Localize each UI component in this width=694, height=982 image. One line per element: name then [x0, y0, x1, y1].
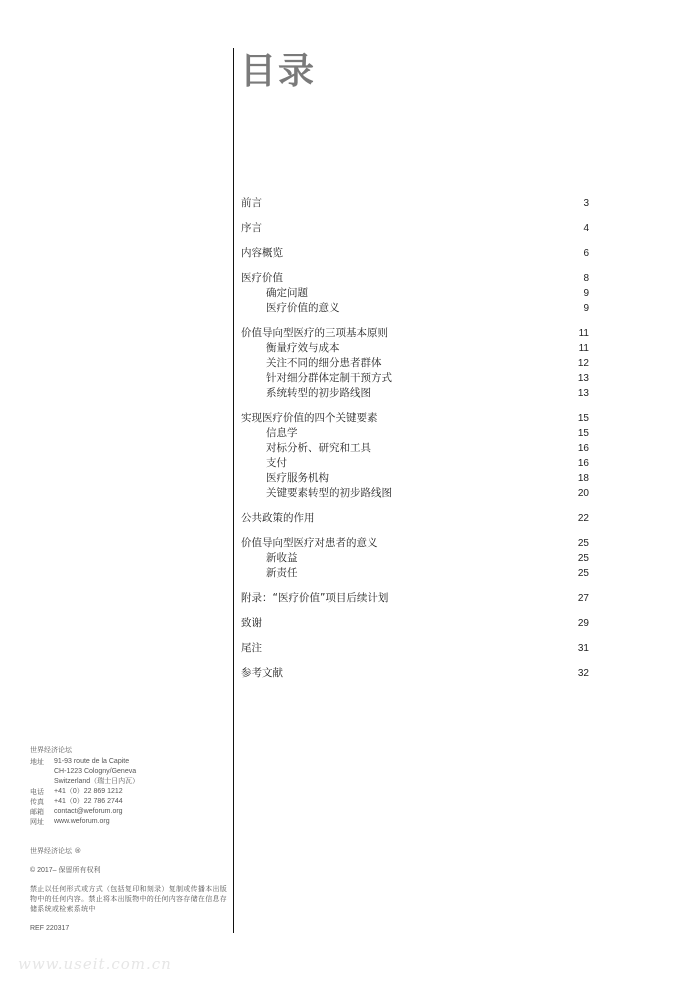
toc-group [241, 411, 589, 501]
toc-page-number: 20 [577, 488, 589, 499]
toc-entry-label: 新收益 [266, 552, 298, 564]
toc-subentry[interactable] [241, 471, 589, 486]
toc-entry-label: 信息学 [266, 427, 298, 439]
contact-block [30, 757, 230, 827]
toc-entry-label: 实现医疗价值的四个关键要素 [241, 412, 378, 424]
toc-entry-label: 确定问题 [266, 287, 308, 299]
toc-entry-label: 医疗价值 [241, 272, 283, 284]
contact-label: 电话 [30, 788, 44, 796]
toc-page-number: 9 [583, 303, 589, 314]
brand-name: 世界经济论坛 ® [30, 847, 82, 855]
toc-page-number: 12 [577, 358, 589, 369]
watermark: www.useit.com.cn [18, 955, 172, 973]
toc-subentry[interactable] [241, 301, 589, 316]
toc-page-number: 22 [577, 513, 589, 524]
toc-entry-label: 致谢 [241, 617, 262, 629]
toc-page-number: 15 [577, 428, 589, 439]
toc-subentry[interactable] [241, 486, 589, 501]
toc-entry-label: 尾注 [241, 642, 262, 654]
toc-page-number: 9 [583, 288, 589, 299]
toc-page-number: 3 [583, 198, 589, 209]
toc-entry[interactable] [241, 591, 589, 606]
toc-group [241, 641, 589, 656]
contact-label: 传真 [30, 798, 44, 806]
toc-group [241, 221, 589, 236]
toc-page-number: 11 [578, 328, 589, 339]
toc-page-number: 18 [577, 473, 589, 484]
toc-group [241, 536, 589, 581]
toc-subentry[interactable] [241, 551, 589, 566]
rights-notice: 禁止以任何形式或方式（包括复印和刻录）复制或传播本出版物中的任何内容。禁止将本出版物中的任何内容存储在信息存储系统或检索系统中 [30, 885, 228, 913]
toc-entry-label: 价值导向型医疗对患者的意义 [241, 537, 378, 549]
toc-subentry[interactable] [241, 426, 589, 441]
toc-page-number: 25 [577, 538, 589, 549]
toc-entry-label: 价值导向型医疗的三项基本原则 [241, 327, 388, 339]
contact-value: contact@weforum.org [54, 808, 123, 815]
toc-entry[interactable] [241, 536, 589, 551]
toc-page-number: 27 [577, 593, 589, 604]
toc-page-number: 13 [577, 388, 589, 399]
contact-row [30, 797, 230, 807]
toc-subentry[interactable] [241, 386, 589, 401]
toc-entry-label: 针对细分群体定制干预方式 [266, 372, 392, 384]
contact-label [30, 767, 54, 777]
toc-entry[interactable] [241, 616, 589, 631]
toc-subentry[interactable] [241, 441, 589, 456]
toc-subentry[interactable] [241, 286, 589, 301]
toc-group [241, 271, 589, 316]
toc-entry[interactable] [241, 411, 589, 426]
contact-row [30, 777, 230, 787]
vertical-rule [233, 48, 234, 933]
contact-row [30, 787, 230, 797]
toc-page-number: 4 [583, 223, 589, 234]
toc-page-number: 16 [577, 443, 589, 454]
contact-row [30, 767, 230, 777]
toc-entry[interactable] [241, 641, 589, 656]
contact-value: CH-1223 Cologny/Geneva [54, 768, 137, 775]
toc-entry-label: 前言 [241, 197, 262, 209]
toc-page-number: 25 [577, 568, 589, 579]
contact-label: 邮箱 [30, 808, 44, 816]
toc-entry-label: 医疗价值的意义 [266, 302, 340, 314]
contact-label: 地址 [30, 758, 44, 766]
toc-entry-label: 附录：“医疗价值”项目后续计划 [241, 592, 389, 604]
toc-entry[interactable] [241, 246, 589, 261]
toc-subentry[interactable] [241, 356, 589, 371]
toc-entry-label: 公共政策的作用 [241, 512, 315, 524]
toc-entry-label: 新责任 [266, 567, 298, 579]
toc-page-number: 8 [583, 273, 589, 284]
toc-group [241, 511, 589, 526]
toc-group [241, 196, 589, 211]
toc-entry-label: 关注不同的细分患者群体 [266, 357, 382, 369]
table-of-contents [241, 196, 589, 691]
org-name: 世界经济论坛 [30, 746, 72, 754]
contact-value: Switzerland（瑞士日内瓦） [54, 778, 140, 785]
contact-value: +41（0）22 786 2744 [54, 798, 123, 805]
toc-entry-label: 内容概览 [241, 247, 283, 259]
toc-entry-label: 医疗服务机构 [266, 472, 329, 484]
toc-page-number: 15 [577, 413, 589, 424]
toc-entry-label: 对标分析、研究和工具 [266, 442, 371, 454]
page-title: 目录 [240, 51, 317, 92]
toc-page-number: 32 [577, 668, 589, 679]
toc-group [241, 246, 589, 261]
contact-row [30, 757, 230, 767]
toc-entry-label: 衡量疗效与成本 [266, 342, 340, 354]
toc-entry[interactable] [241, 666, 589, 681]
contact-label [30, 777, 54, 787]
toc-entry-label: 参考文献 [241, 667, 283, 679]
toc-group [241, 326, 589, 401]
toc-subentry[interactable] [241, 566, 589, 581]
toc-page-number: 16 [577, 458, 589, 469]
toc-subentry[interactable] [241, 456, 589, 471]
toc-entry-label: 关键要素转型的初步路线图 [266, 487, 392, 499]
toc-entry-label: 系统转型的初步路线图 [266, 387, 371, 399]
toc-page-number: 6 [583, 248, 589, 259]
toc-page-number: 11 [578, 343, 589, 354]
toc-entry[interactable] [241, 221, 589, 236]
toc-subentry[interactable] [241, 371, 589, 386]
toc-page-number: 25 [577, 553, 589, 564]
contact-label: 网址 [30, 818, 44, 826]
contact-row [30, 817, 230, 827]
copyright-text: © 2017– 保留所有权利 [30, 867, 101, 874]
toc-subentry[interactable] [241, 341, 589, 356]
toc-entry[interactable] [241, 271, 589, 286]
toc-entry[interactable] [241, 511, 589, 526]
toc-page-number: 29 [577, 618, 589, 629]
toc-group [241, 616, 589, 631]
toc-entry[interactable] [241, 196, 589, 211]
toc-page-number: 31 [577, 643, 589, 654]
toc-page-number: 13 [577, 373, 589, 384]
contact-value: +41（0）22 869 1212 [54, 788, 123, 795]
contact-value: 91-93 route de la Capite [54, 758, 130, 765]
toc-group [241, 591, 589, 606]
toc-group [241, 666, 589, 681]
toc-entry-label: 支付 [266, 457, 287, 469]
toc-entry-label: 序言 [241, 222, 262, 234]
contact-value: www.weforum.org [54, 818, 110, 825]
reference-code: REF 220317 [30, 925, 70, 932]
toc-entry[interactable] [241, 326, 589, 341]
contact-row [30, 807, 230, 817]
